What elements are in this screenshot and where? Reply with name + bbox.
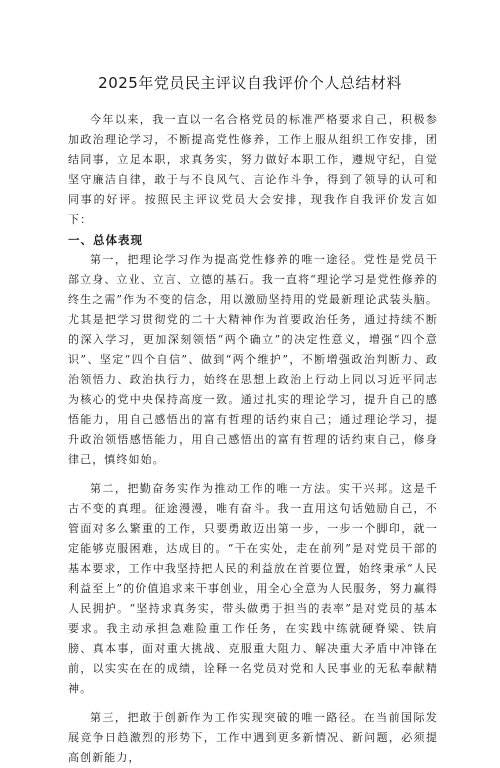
body-paragraph-2: 第二，把勤奋务实作为推动工作的唯一方法。实干兴邦。这是千古不变的真理。征途漫漫，唯有奋斗。我一直用这句话勉励自己，不管面对多么繁重的工作，只要勇敢迈出第一步，一步一个脚印，就一定能够克服困难，达成目的。“干在实处，走在前列”是对党员干部的基本要求，工作中我坚持把人民的利益放在首要位置，始终秉承“人民利益至上”的价值追求来干事创业，用全心全意为人民服务，努力赢得人民拥护。“坚持求真务实，带头做勇于担当的表率”是对党员的基本要求。我主动承担急难险重工作任务，在实践中练就硬脊梁、铁肩膀、真本事，面对重大挑战、克服重大阻力、解决重大矛盾中冲锋在前，以实实在在的成绩，诠释一名党员对党和人民事业的无私奉献精神。 xyxy=(68,482,438,695)
section-heading: 一、总体表现 xyxy=(68,233,143,247)
intro-paragraph: 今年以来，我一直以一名合格党员的标准严格要求自己，积极参加政治理论学习，不断提高党性修养，工作上服从组织工作安排，团结同事，立足本职，求真务实，努力做好本职工作，遵规守纪，自觉坚守廉洁自律，敢于与不良风气、言论作斗争，得到了领导的认可和同事的好评。按照民主评议党员大会安排，现我作自我评价发言如下： xyxy=(68,113,438,226)
document-body xyxy=(68,110,438,768)
document-title: 2025年党员民主评议自我评价个人总结材料 xyxy=(98,74,402,92)
body-paragraph-3: 第三，把敢于创新作为工作实现突破的唯一路径。在当前国际发展竞争日趋激烈的形势下，工作中遇到更多新情况、新问题，必须提高创新能力， xyxy=(68,711,438,764)
paragraph-gap xyxy=(68,470,438,479)
body-paragraph-1: 第一，把理论学习作为提高党性修养的唯一途径。党性是党员干部立身、立业、立言、立德的基石。我一直将“理论学习是党性修养的终生之需”作为不变的信念，用以激励坚持用的党最新理论武装头脑。尤其是把学习贯彻党的二十大精神作为首要政治任务，通过持续不断的深入学习，更加深刻领悟“两个确立”的决定性意义，增强“四个意识”、坚定“四个自信”、做到“两个维护”，不断增强政治判断力、政治领悟力、政治执行力，始终在思想上政治上行动上同以习近平同志为核心的党中央保持高度一致。通过扎实的理论学习，提升自己的感悟能力，用自己感悟出的富有哲理的话约束自己；通过理论学习，提升政治领悟感悟能力，用自己感悟出的富有哲理的话约束自己，修身律己，慎终如始。 xyxy=(68,253,438,466)
